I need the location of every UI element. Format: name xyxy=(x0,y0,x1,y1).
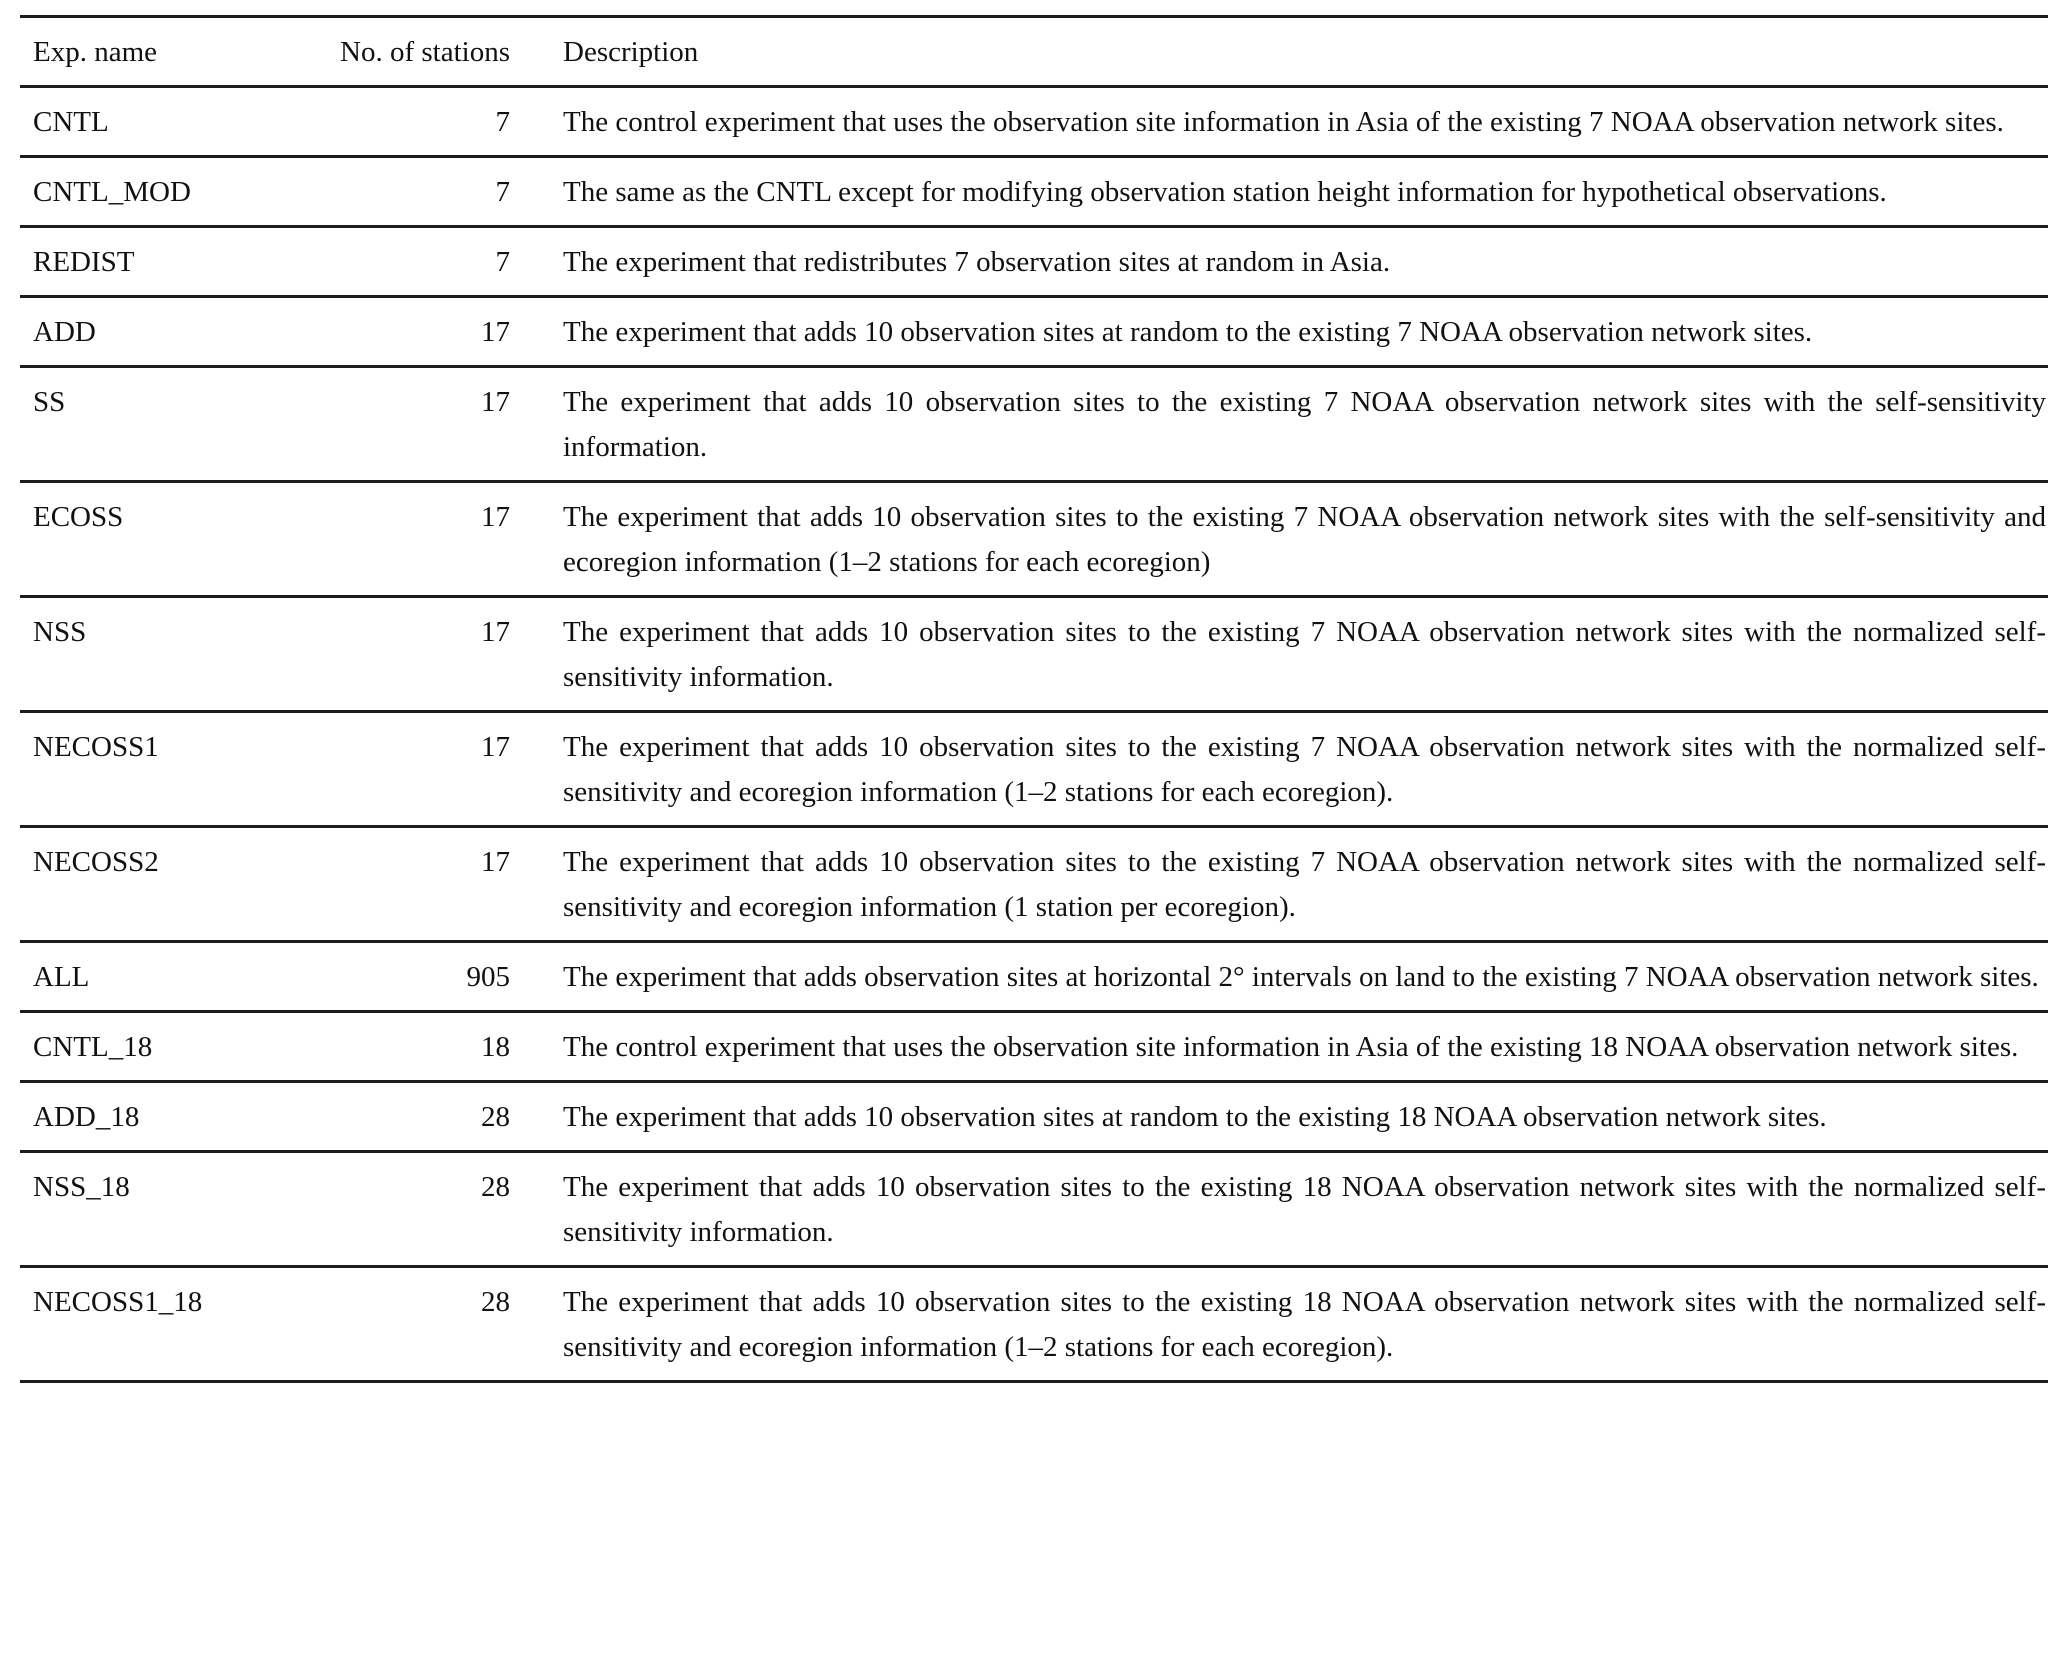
table-row xyxy=(20,480,2048,595)
table-row xyxy=(20,595,2048,710)
experiment-name-cell: REDIST xyxy=(33,246,135,278)
description-cell: The control experiment that uses the observation site information in Asia of the existing 18 NOAA observation network sites. xyxy=(563,1031,2019,1063)
description-cell: The experiment that adds 10 observation sites to the existing 7 NOAA observation network sites with the normalized self-sensitivity information. xyxy=(563,616,2046,693)
table-row xyxy=(20,940,2048,1010)
experiment-name-cell: NSS xyxy=(33,616,87,648)
stations-count-cell: 28 xyxy=(481,1101,510,1133)
description-cell: The experiment that adds 10 observation sites to the existing 7 NOAA observation network sites with the normalized self-sensitivity and ecoregion information (1 station per ecoregion). xyxy=(563,846,2046,923)
table-row xyxy=(20,1010,2048,1080)
table-row xyxy=(20,1150,2048,1265)
description-cell: The same as the CNTL except for modifying observation station height information for hypothetical observations. xyxy=(563,176,1887,208)
experiment-name-cell: ADD_18 xyxy=(33,1101,140,1133)
table-row xyxy=(20,225,2048,295)
experiment-name-cell: CNTL_MOD xyxy=(33,176,191,208)
experiment-name-cell: CNTL_18 xyxy=(33,1031,153,1063)
stations-count-cell: 17 xyxy=(481,616,510,648)
column-header-exp-name: Exp. name xyxy=(33,36,158,68)
stations-count-cell: 17 xyxy=(481,846,510,878)
stations-count-cell: 905 xyxy=(466,961,510,993)
table-body xyxy=(20,85,2048,1380)
column-header-description: Description xyxy=(563,36,699,68)
table-row xyxy=(20,155,2048,225)
stations-count-cell: 17 xyxy=(481,316,510,348)
experiment-name-cell: ADD xyxy=(33,316,96,348)
stations-count-cell: 17 xyxy=(481,501,510,533)
experiment-name-cell: ALL xyxy=(33,961,90,993)
stations-count-cell: 7 xyxy=(495,176,510,208)
stations-count-cell: 17 xyxy=(481,386,510,418)
experiments-table xyxy=(20,15,2048,1383)
table-row xyxy=(20,295,2048,365)
stations-count-cell: 18 xyxy=(481,1031,510,1063)
table-row xyxy=(20,1080,2048,1150)
stations-count-cell: 7 xyxy=(495,106,510,138)
description-cell: The experiment that adds 10 observation sites at random to the existing 18 NOAA observation network sites. xyxy=(563,1101,1827,1133)
description-cell: The experiment that adds 10 observation sites to the existing 7 NOAA observation network sites with the self-sensitivity and ecoregion information (1–2 stations for each ecoregion) xyxy=(563,501,2046,578)
description-cell: The experiment that redistributes 7 observation sites at random in Asia. xyxy=(563,246,1391,278)
column-header-no-of-stations: No. of stations xyxy=(340,36,510,68)
stations-count-cell: 28 xyxy=(481,1286,510,1318)
experiment-name-cell: CNTL xyxy=(33,106,109,138)
description-cell: The experiment that adds 10 observation sites to the existing 7 NOAA observation network sites with the normalized self-sensitivity and ecoregion information (1–2 stations for each ecoregion). xyxy=(563,731,2046,808)
experiment-name-cell: NECOSS2 xyxy=(33,846,159,878)
table-row xyxy=(20,365,2048,480)
stations-count-cell: 7 xyxy=(495,246,510,278)
table-header-row xyxy=(20,15,2048,85)
experiment-name-cell: SS xyxy=(33,386,66,418)
description-cell: The experiment that adds 10 observation sites to the existing 18 NOAA observation network sites with the normalized self-sensitivity and ecoregion information (1–2 stations for each ecoregion). xyxy=(563,1286,2046,1363)
stations-count-cell: 17 xyxy=(481,731,510,763)
stations-count-cell: 28 xyxy=(481,1171,510,1203)
description-cell: The experiment that adds 10 observation sites at random to the existing 7 NOAA observation network sites. xyxy=(563,316,1813,348)
description-cell: The control experiment that uses the observation site information in Asia of the existing 7 NOAA observation network sites. xyxy=(563,106,2004,138)
experiment-name-cell: NECOSS1 xyxy=(33,731,159,763)
description-cell: The experiment that adds 10 observation sites to the existing 18 NOAA observation network sites with the normalized self-sensitivity information. xyxy=(563,1171,2046,1248)
experiment-name-cell: ECOSS xyxy=(33,501,124,533)
description-cell: The experiment that adds observation sites at horizontal 2° intervals on land to the existing 7 NOAA observation network sites. xyxy=(563,961,2039,993)
table-row xyxy=(20,825,2048,940)
table-row xyxy=(20,1265,2048,1380)
table-row xyxy=(20,710,2048,825)
table-row xyxy=(20,85,2048,155)
experiment-name-cell: NSS_18 xyxy=(33,1171,130,1203)
description-cell: The experiment that adds 10 observation sites to the existing 7 NOAA observation network sites with the self-sensitivity information. xyxy=(563,386,2046,463)
experiment-name-cell: NECOSS1_18 xyxy=(33,1286,203,1318)
